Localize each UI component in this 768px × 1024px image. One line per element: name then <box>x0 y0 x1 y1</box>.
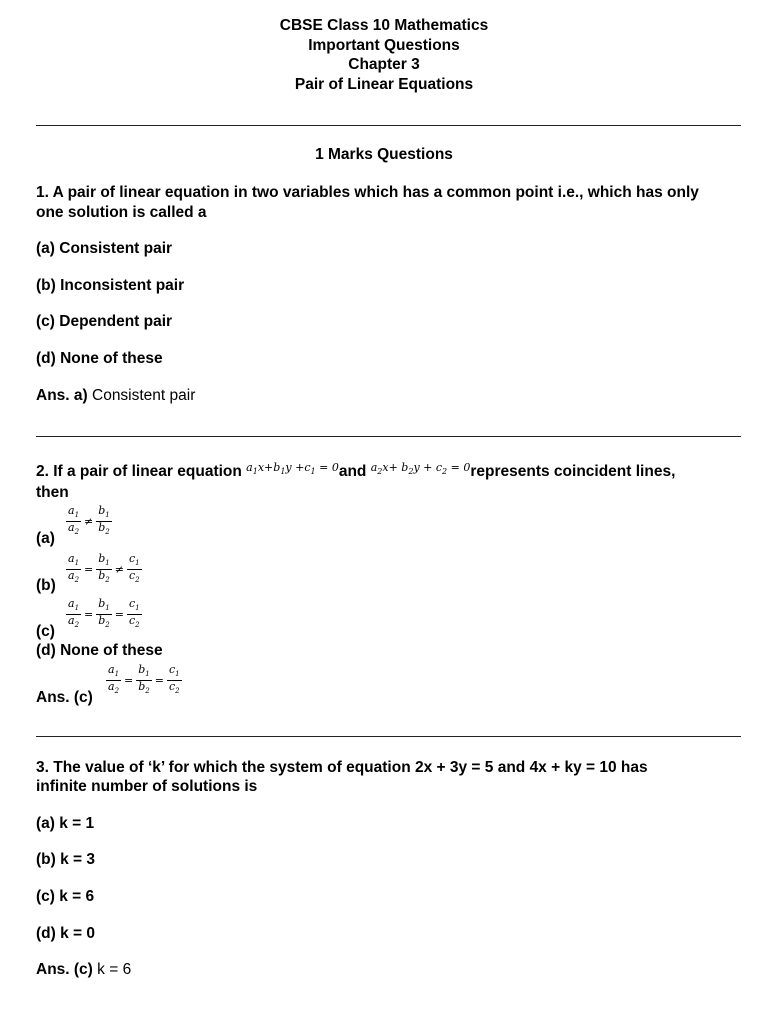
divider <box>36 125 741 126</box>
q2-option-d: (d) None of these <box>36 642 163 659</box>
divider <box>36 436 741 437</box>
q3-answer-text: k = 6 <box>97 961 132 978</box>
q2-option-c-formula: $\frac{a_1}{a_2}$ = $\frac{b_1}{b_2}$ = $\frac{c_1}{c_2}$ <box>68 597 140 630</box>
q3-answer <box>36 961 131 979</box>
q3-text-line2: infinite number of solutions is <box>36 778 258 795</box>
q1-text-line2: one solution is called a <box>36 204 207 221</box>
q1-option-b: (b) Inconsistent pair <box>36 277 185 294</box>
q2-answer-formula: $\frac{a_1}{a_2}$ = $\frac{b_1}{b_2}$ = $\frac{c_1}{c_2}$ <box>108 663 180 696</box>
q2-equation-1: a1x+b1y +c1 = 0 <box>246 461 339 477</box>
q3-option-a: (a) k = 1 <box>36 815 95 832</box>
divider <box>36 736 741 737</box>
q2-option-b-formula: $\frac{a_1}{a_2}$ = $\frac{b_1}{b_2}$ ≠ $\frac{c_1}{c_2}$ <box>68 552 140 585</box>
q3-option-d: (d) k = 0 <box>36 925 96 942</box>
q1-option-a: (a) Consistent pair <box>36 240 173 257</box>
q2-suffix: represents coincident lines, <box>470 463 676 480</box>
q2-text-line1 <box>36 463 675 481</box>
section-title: 1 Marks Questions <box>315 146 453 163</box>
q2-answer-label: Ans. (c) <box>36 689 93 706</box>
q1-option-c: (c) Dependent pair <box>36 313 173 330</box>
doc-title-line1: CBSE Class 10 Mathematics <box>279 17 489 34</box>
q2-option-b-label: (b) <box>36 577 56 594</box>
q2-text-line2: then <box>36 484 69 501</box>
q1-answer-text: Consistent pair <box>92 387 196 404</box>
doc-title-line3: Chapter 3 <box>348 56 420 73</box>
q1-answer-label: Ans. a) <box>36 387 88 404</box>
doc-title-line2: Important Questions <box>308 37 460 54</box>
q2-prefix: 2. If a pair of linear equation <box>36 463 242 480</box>
q2-option-c-label: (c) <box>36 623 55 640</box>
q3-answer-label: Ans. (c) <box>36 961 93 978</box>
q3-text-line1: 3. The value of ‘k’ for which the system of equation 2x + 3y = 5 and 4x + ky = 10 has <box>36 759 648 776</box>
q1-option-d: (d) None of these <box>36 350 163 367</box>
q1-answer <box>36 387 195 405</box>
q3-option-b: (b) k = 3 <box>36 851 96 868</box>
q2-and: and <box>338 463 367 480</box>
doc-title-line4: Pair of Linear Equations <box>294 76 474 93</box>
q2-option-a-formula: $\frac{a_1}{a_2}$ ≠ $\frac{b_1}{b_2}$ <box>68 504 110 537</box>
q3-option-c: (c) k = 6 <box>36 888 95 905</box>
q1-text-line1: 1. A pair of linear equation in two variables which has a common point i.e., which has only <box>36 184 699 201</box>
q2-equation-2: a2x+ b2y + c2 = 0 <box>370 461 471 477</box>
q2-option-a-label: (a) <box>36 530 55 547</box>
